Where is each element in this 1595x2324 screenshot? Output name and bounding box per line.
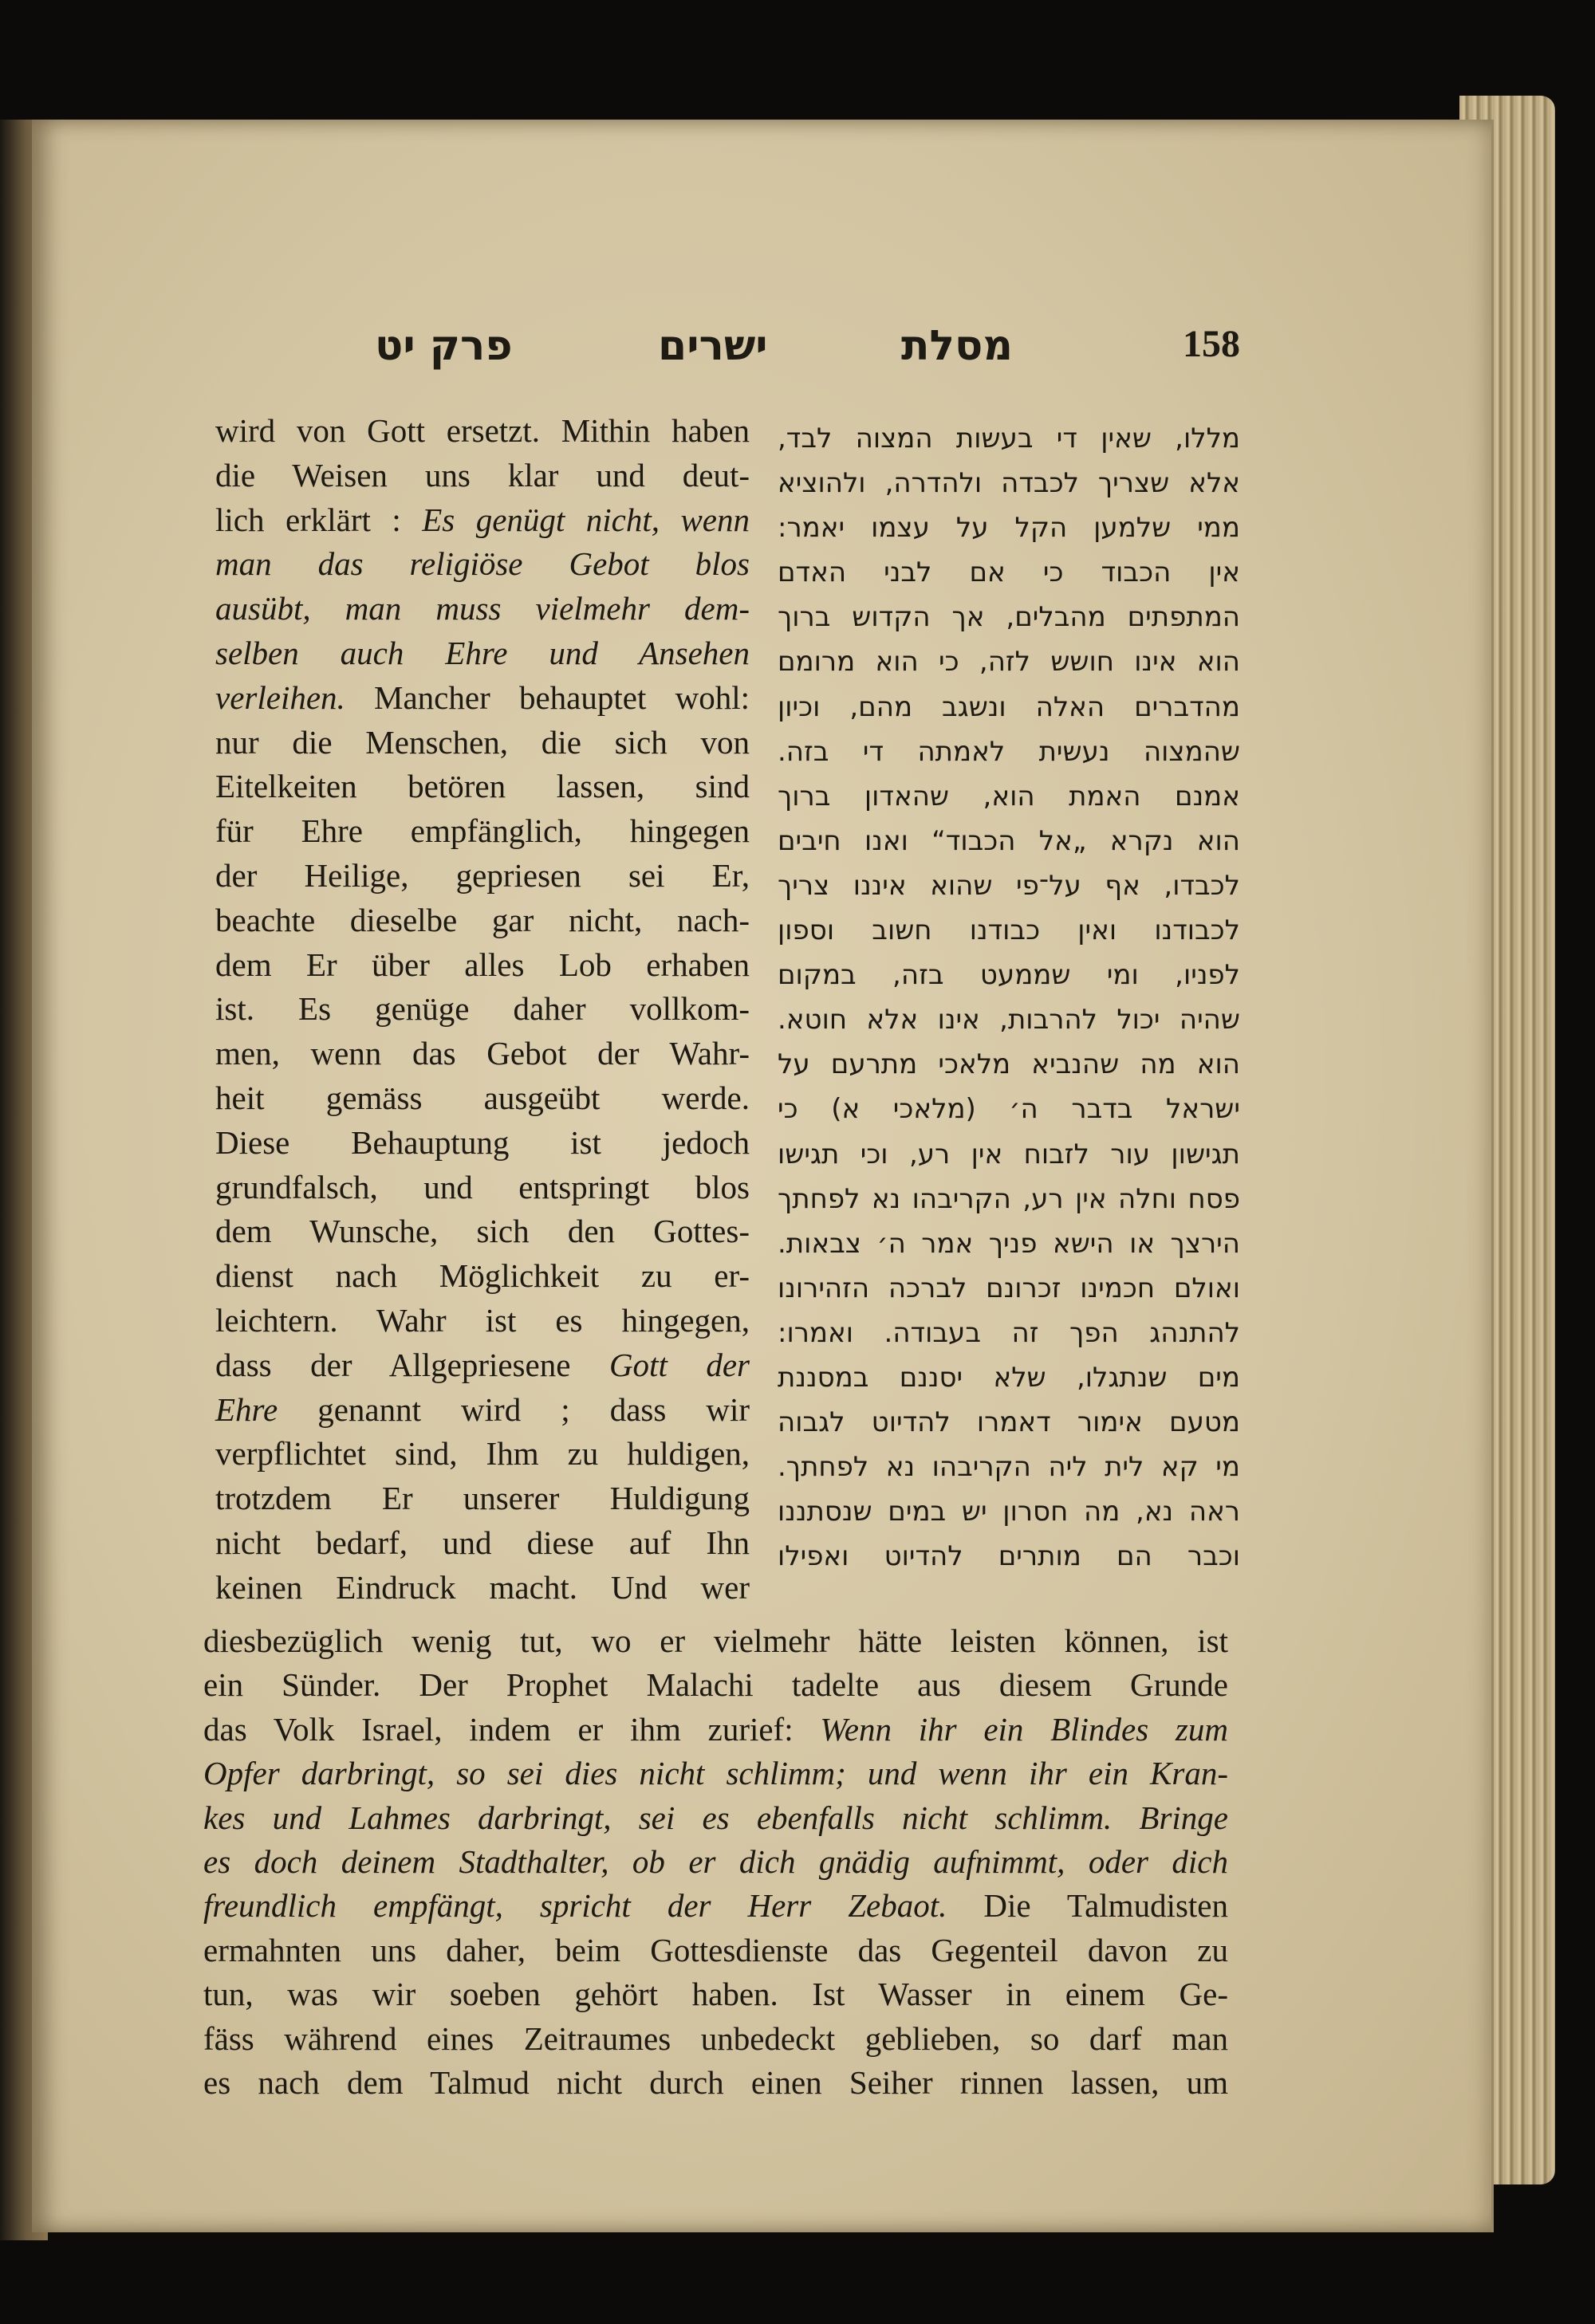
text-segment: das Volk Israel, indem er ihm zurief:: [203, 1710, 821, 1748]
text-line: [203, 2061, 1228, 2105]
hebrew-line: להתנהג הפך זה בעבודה. ואמרו:: [778, 1316, 1240, 1349]
hebrew-line: לכבודנו ואין כבודנו חשוב וספון: [778, 914, 1240, 947]
text-line: [215, 631, 750, 676]
text-segment: es nach dem Talmud nicht durch einen Seiher rinnen lassen, um: [203, 2064, 1228, 2102]
text-line: [215, 721, 750, 765]
text-line: [215, 809, 750, 854]
running-title-word-1: מסלת: [901, 322, 1013, 370]
text-segment: Diese Behauptung ist jedoch: [215, 1123, 750, 1161]
text-line: [215, 454, 750, 498]
text-segment: dem Wunsche, sich den Gottes-: [215, 1213, 750, 1250]
text-segment: Eitelkeiten betören lassen, sind: [215, 768, 750, 805]
text-line: [215, 409, 750, 454]
italic-segment: es doch deinem Stadthalter, ob er dich gnädig aufnimmt, oder dich: [203, 1843, 1228, 1881]
hebrew-line: ממי שלמען הקל על עצמו יאמר:: [778, 512, 1240, 545]
italic-segment: Opfer darbringt, so sei dies nicht schlimm; und wenn ihr ein Kran-: [203, 1755, 1228, 1792]
hebrew-line: ישראל בדבר ה׳ (מלאכי א) כי: [778, 1093, 1240, 1126]
italic-segment: selben auch Ehre und Ansehen: [215, 634, 750, 671]
text-segment: leichtern. Wahr ist es hingegen,: [215, 1301, 750, 1339]
text-segment: genannt wird ; dass wir: [278, 1390, 750, 1428]
text-line: [215, 542, 750, 587]
text-line: [215, 1032, 750, 1076]
text-line: [215, 676, 750, 721]
text-segment: die Weisen uns klar und deut-: [215, 456, 750, 494]
hebrew-line: הוא מה שהנביא מלאכי מתרעם על: [778, 1048, 1240, 1081]
text-line: [215, 1254, 750, 1299]
text-segment: Mancher behauptet wohl:: [345, 678, 750, 716]
italic-segment: ausübt, man muss vielmehr dem-: [215, 590, 750, 627]
text-line: [215, 1477, 750, 1521]
text-line: [203, 1840, 1228, 1884]
text-line: [215, 1521, 750, 1566]
hebrew-line: מהדברים האלה ונשגב מהם, וכיון: [778, 690, 1240, 723]
text-segment: heit gemäss ausgeübt werde.: [215, 1079, 750, 1116]
text-segment: beachte dieselbe gar nicht, nach-: [215, 901, 750, 938]
text-segment: der Heilige, gepriesen sei Er,: [215, 856, 750, 894]
text-line: [215, 1388, 750, 1433]
german-text-column: [215, 409, 750, 1610]
hebrew-line: אין הכבוד כי אם לבני האדם: [778, 556, 1240, 589]
text-line: [203, 1663, 1228, 1707]
hebrew-line: אלא שצריך לכבדה ולהדרה, ולהוציא: [778, 467, 1240, 500]
text-line: [215, 1566, 750, 1610]
hebrew-line: שהמצוה נעשית לאמתה די בזה.: [778, 735, 1240, 768]
hebrew-line: מי קא לית ליה הקריבהו נא לפחתך.: [778, 1451, 1240, 1484]
text-line: [203, 2017, 1228, 2061]
text-segment: diesbezüglich wenig tut, wo er vielmehr hätte leisten können, ist: [203, 1622, 1228, 1659]
italic-segment: verleihen.: [215, 678, 345, 716]
hebrew-line: ואולם חכמינו זכרונם לברכה הזהירונו: [778, 1272, 1240, 1304]
text-segment: grundfalsch, und entspringt blos: [215, 1168, 750, 1205]
hebrew-line: מים שנתגלו, שלא יסננם במסננת: [778, 1361, 1240, 1394]
italic-segment: kes und Lahmes darbringt, sei es ebenfalls nicht schlimm. Bringe: [203, 1799, 1228, 1836]
german-text-full-width: [203, 1619, 1228, 2105]
page-number: 158: [1183, 323, 1240, 365]
text-segment: keinen Eindruck macht. Und wer: [215, 1568, 750, 1606]
text-line: [215, 1076, 750, 1121]
text-line: [215, 943, 750, 988]
text-line: [215, 587, 750, 631]
text-segment: dienst nach Möglichkeit zu er-: [215, 1257, 750, 1295]
text-line: [203, 1752, 1228, 1795]
text-line: [215, 498, 750, 543]
text-segment: verpflichtet sind, Ihm zu huldigen,: [215, 1435, 750, 1473]
text-segment: nicht bedarf, und diese auf Ihn: [215, 1524, 750, 1561]
text-line: [215, 854, 750, 899]
text-line: [215, 1432, 750, 1477]
hebrew-text-column: [778, 416, 1240, 1579]
running-title-word-2: ישרים: [658, 322, 768, 370]
text-line: [215, 987, 750, 1032]
hebrew-line: לכבדו, אף על־פי שהוא איננו צריך: [778, 869, 1240, 902]
italic-segment: Es genügt nicht, wenn: [422, 501, 750, 538]
text-line: [203, 1884, 1228, 1928]
text-line: [215, 1166, 750, 1210]
text-line: [203, 1929, 1228, 1972]
text-line: [203, 1796, 1228, 1840]
text-segment: ein Sünder. Der Prophet Malachi tadelte aus diesem Grunde: [203, 1666, 1228, 1704]
text-line: [203, 1972, 1228, 2016]
text-segment: für Ehre empfänglich, hingegen: [215, 812, 750, 850]
italic-segment: Ehre: [215, 1390, 278, 1428]
hebrew-line: תגישון עור לזבוח אין רע, וכי תגישו: [778, 1138, 1240, 1170]
running-title-chapter: פרק יט: [375, 322, 513, 370]
hebrew-line: לפניו, ומי שממעט בזה, במקום: [778, 959, 1240, 992]
hebrew-line: הירצך או הישא פניך אמר ה׳ צבאות.: [778, 1227, 1240, 1260]
text-segment: Die Talmudisten: [947, 1887, 1228, 1925]
text-line: [215, 899, 750, 943]
italic-segment: freundlich empfängt, spricht der Herr Zebaot.: [203, 1887, 947, 1925]
text-line: [215, 1343, 750, 1388]
text-line: [215, 1209, 750, 1254]
text-line: [203, 1708, 1228, 1752]
hebrew-line: שהיה יכול להרבות, אינו אלא חוטא.: [778, 1004, 1240, 1036]
text-segment: ermahnten uns daher, beim Gottesdienste das Gegenteil davon zu: [203, 1931, 1228, 1968]
italic-segment: man das religiöse Gebot blos: [215, 545, 750, 583]
text-segment: wird von Gott ersetzt. Mithin haben: [215, 412, 750, 449]
text-line: [215, 765, 750, 809]
text-segment: dass der Allgepriesene: [215, 1346, 609, 1383]
text-line: [203, 1619, 1228, 1663]
hebrew-line: מללו, שאין די בעשות המצוה לבד,: [778, 423, 1240, 454]
text-segment: fäss während eines Zeitraumes unbedeckt geblieben, so darf man: [203, 2019, 1228, 2057]
text-segment: ist. Es genüge daher vollkom-: [215, 990, 750, 1028]
text-segment: tun, was wir soeben gehört haben. Ist Wasser in einem Ge-: [203, 1976, 1228, 2013]
hebrew-line: ראה נא, מה חסרון יש במים שנסתננו: [778, 1496, 1240, 1528]
text-segment: trotzdem Er unserer Huldigung: [215, 1480, 750, 1517]
text-segment: men, wenn das Gebot der Wahr-: [215, 1035, 750, 1072]
text-segment: lich erklärt :: [215, 501, 423, 538]
text-segment: nur die Menschen, die sich von: [215, 723, 750, 761]
running-header: [375, 322, 1252, 386]
hebrew-line: פסח וחלה אין רע, הקריבהו נא לפחתך: [778, 1182, 1240, 1215]
text-line: [215, 1299, 750, 1343]
text-segment: dem Er über alles Lob erhaben: [215, 946, 750, 983]
italic-segment: Gott der: [608, 1346, 750, 1383]
hebrew-line: הוא אינו חושש לזה, כי הוא מרומם: [778, 646, 1240, 678]
hebrew-line: הוא נקרא „אל הכבוד“ ואנו חיבים: [778, 824, 1240, 857]
text-line: [215, 1121, 750, 1166]
hebrew-line: אמנם האמת הוא, שהאדון ברוך: [778, 780, 1240, 812]
hebrew-line: המתפתים מהבלים, אך הקדוש ברוך: [778, 601, 1240, 634]
italic-segment: Wenn ihr ein Blindes zum: [820, 1710, 1228, 1748]
hebrew-line: מטעם אימור דאמרו להדיוט לגבוה: [778, 1406, 1240, 1439]
hebrew-line: וכבר הם מותרים להדיוט ואפילו: [778, 1540, 1240, 1573]
